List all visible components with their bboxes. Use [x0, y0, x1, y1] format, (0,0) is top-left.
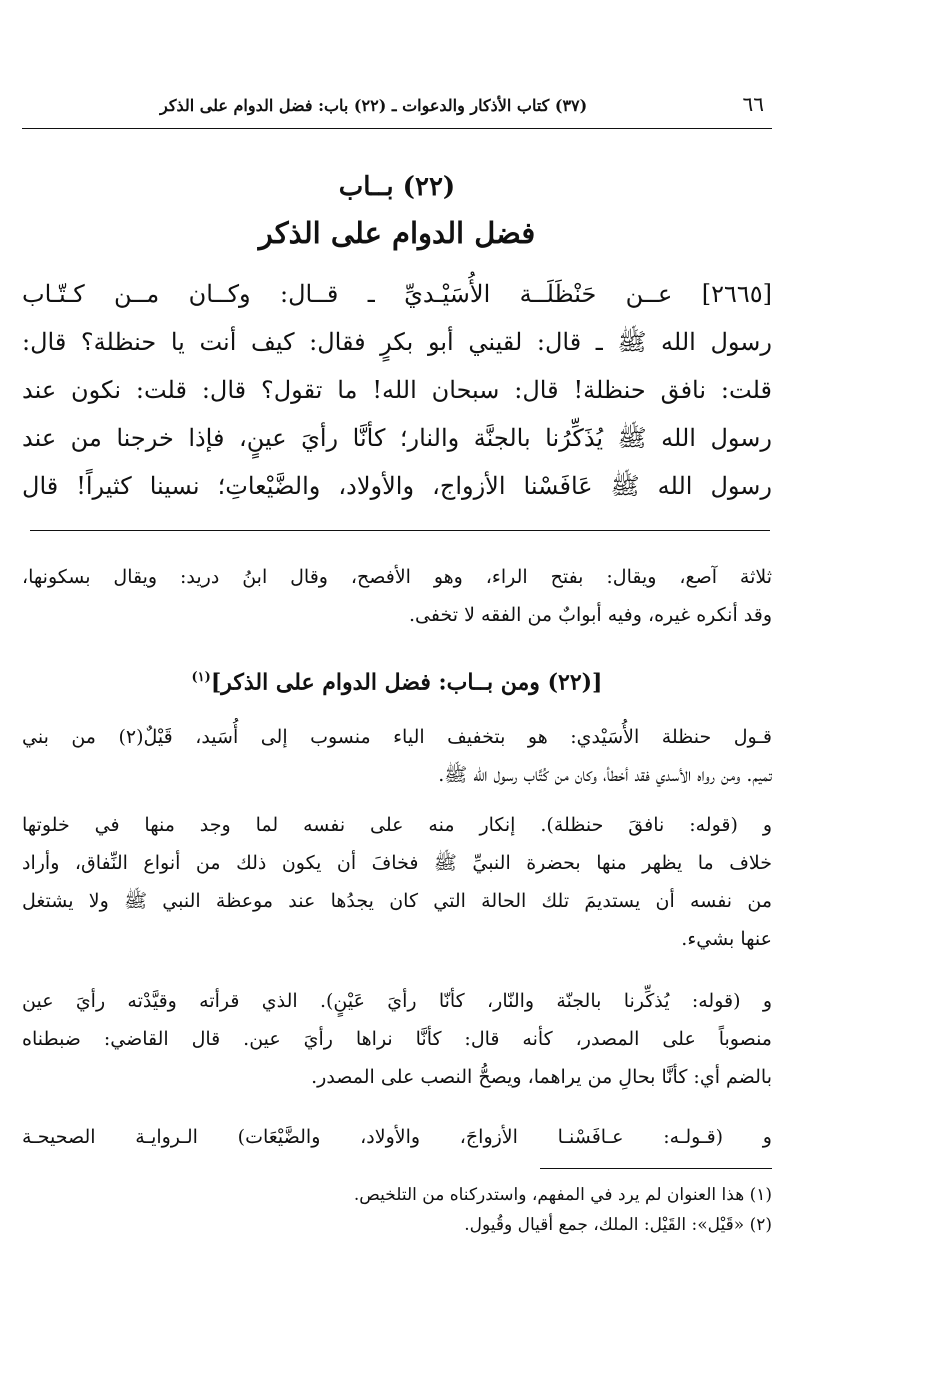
commentary-paragraph-yudhakkiruna	[22, 982, 772, 1096]
footnote-marker: (١)	[191, 670, 211, 685]
commentary-line: وقد أنكره غيره، وفيه أبوابٌ من الفقه لا تخفى.	[408, 604, 772, 626]
commentary-paragraph-asyadi	[22, 718, 772, 794]
header-rule	[22, 128, 772, 129]
hadith-line: رسول الله ﷺ ـ قال: لقيني أبو بكرٍ فقال: كيف أنت يا حنظلة؟ قال:	[22, 328, 772, 356]
commentary-line: بالضم أي: كأنَّا بحالِ من يراهما، ويصحُّ النصب على المصدر.	[311, 1066, 772, 1088]
commentary-paragraph-afasna	[22, 1118, 772, 1156]
footnote-rule	[540, 1168, 772, 1169]
hadith-line: رسول الله ﷺ يُذَكِّرُنا بالجنَّة والنار؛ كأنَّا رأيَ عينٍ، فإذا خرجنا من عند	[22, 424, 772, 452]
commentary-line: منصوباً على المصدر، كأنه قال: كأنَّا نراها رأيَ عين. قال القاضي: ضبطناه	[22, 1028, 772, 1050]
commentary-line: و (قوله: نافقَ حنظلة). إنكار منه على نفسه لما وجد منها في خلوتها	[22, 814, 772, 836]
text-divider	[30, 530, 770, 531]
commentary-line: و (قوله: يُذكِّرنا بالجنّة والنّار، كأنّا رأيَ عَيْنٍ). الذي قرأته وقيَّدْته رأيَ عين	[22, 990, 772, 1012]
footnote-1: (١) هذا العنوان لم يرد في المفهم، واستدركناه من التلخيص.	[353, 1185, 772, 1205]
footnote-2: (٢) «قَيْل»: القَيْل: الملك، جمع أقيال وقُيول.	[464, 1215, 772, 1235]
commentary-paragraph-nafaq	[22, 806, 772, 958]
page-number: ٦٦	[742, 92, 764, 116]
footnotes	[22, 1180, 772, 1240]
commentary-line: و (قـولـه: عـافَسْنـا الأزواجَ، والأولاد، والضَّيْعَات) الـروايـة الصحيحـة	[22, 1126, 772, 1148]
running-header	[160, 92, 764, 118]
commentary-continuation	[22, 558, 772, 634]
commentary-line: قـول حنظلة الأُسَيْدي: هو بتخفيف الياء منسوب إلى أُسَيد، قَيْلٌ(٢) من بني	[22, 726, 772, 748]
hadith-text	[22, 270, 772, 510]
running-title: (٣٧) كتاب الأذكار والدعوات ـ (٢٢) باب: فضل الدوام على الذكر	[160, 96, 588, 115]
hadith-line: قلت: نافق حنظلة! قال: سبحان الله! ما تقول؟ قال: قلت: نكون عند	[22, 376, 772, 404]
commentary-line: ثلاثة آصع، ويقال: بفتح الراء، وهو الأفصح، وقال ابنُ دريد: ويقال بسكونها،	[22, 566, 772, 588]
commentary-sub-heading	[22, 660, 772, 700]
chapter-title: فضل الدوام على الذكر	[258, 216, 536, 250]
commentary-line: من نفسه أن يستديمَ تلك الحالة التي كان يجدُها عند موعظة النبي ﷺ ولا يشتغل	[22, 890, 772, 912]
commentary-line: تميم. ومن رواه الأسدي فقد أخطأ، وكان من كُتَّاب رسول الله ﷺ.	[438, 764, 772, 786]
sub-heading-text: [(٢٢) ومن بــاب: فضل الدوام على الذكر]	[210, 669, 603, 696]
hadith-line: [٢٦٦٥] عــن حَنْظَلَــة الأُسَيْـديِّ ـ قــال: وكــان مــن كـتّـاب	[22, 280, 772, 308]
commentary-line: خلاف ما يظهر منها بحضرة النبيِّ ﷺ فخافَ أن يكون ذلك من أنواع النِّفاق، وأراد	[22, 852, 772, 874]
commentary-line: عنها بشيء.	[681, 928, 772, 950]
hadith-line: رسول الله ﷺ عَافَسْنا الأزواج، والأولاد، والضَّيْعاتِ؛ نسينا كثيراً! قال	[22, 472, 772, 500]
chapter-number: (٢٢) بــاب	[338, 172, 456, 202]
